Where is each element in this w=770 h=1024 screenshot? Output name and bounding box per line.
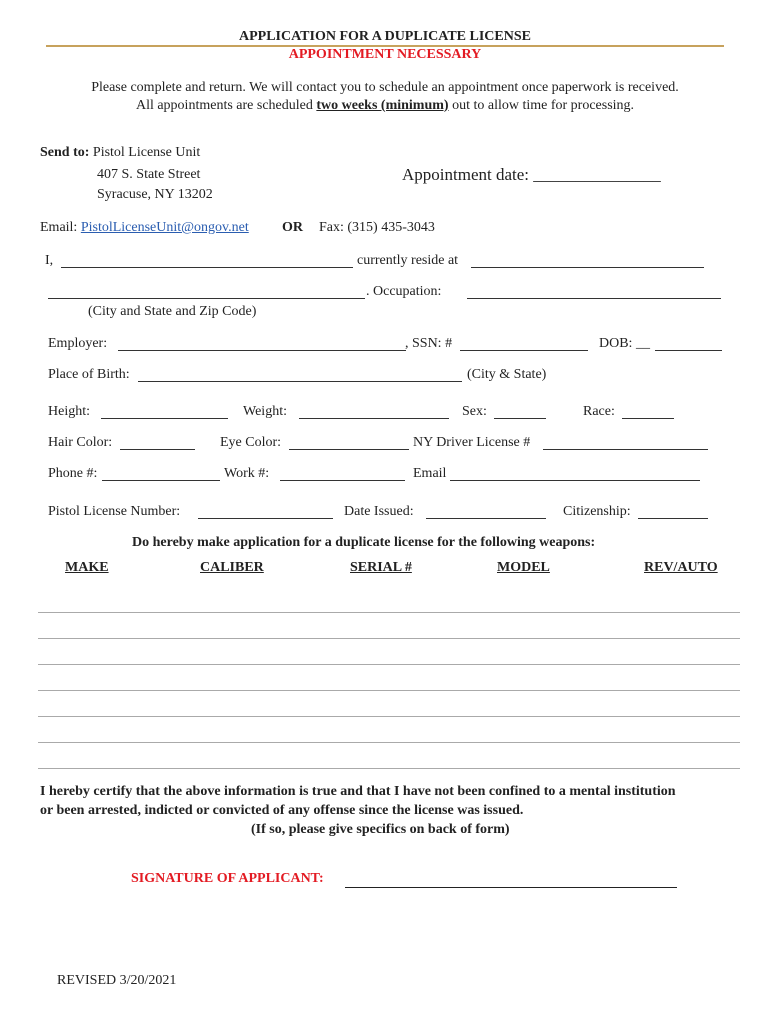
weapon-row-line[interactable] xyxy=(38,612,740,613)
send-to-city: Syracuse, NY 13202 xyxy=(97,187,213,202)
or-label: OR xyxy=(282,220,303,235)
ny-driver-label: NY Driver License # xyxy=(413,435,531,450)
weapon-row-line[interactable] xyxy=(38,742,740,743)
signature-label: SIGNATURE OF APPLICANT: xyxy=(131,871,324,886)
col-serial: SERIAL # xyxy=(350,560,412,575)
send-to-label: Send to: xyxy=(40,145,90,160)
citizenship-label: Citizenship: xyxy=(563,504,631,519)
appointment-date-field[interactable]: Appointment date: _______________ xyxy=(402,165,661,184)
revised-date: REVISED 3/20/2021 xyxy=(57,973,177,988)
name-label: I, xyxy=(45,253,54,268)
weapons-heading: Do hereby make application for a duplicate license for the following weapons: xyxy=(132,535,596,550)
citizenship-field[interactable] xyxy=(638,505,708,519)
address-field[interactable] xyxy=(471,254,704,268)
city-state-caption: (City & State) xyxy=(467,367,547,382)
city-state-zip-field[interactable] xyxy=(48,285,365,299)
height-field[interactable] xyxy=(101,405,228,419)
weapon-row-line[interactable] xyxy=(38,690,740,691)
two-weeks-emphasis: two weeks (minimum) xyxy=(316,98,449,113)
col-caliber: CALIBER xyxy=(200,560,264,575)
pistol-license-field[interactable] xyxy=(198,505,333,519)
intro-line-2: All appointments are scheduled two weeks (minimum) out to allow time for processing. xyxy=(135,98,635,113)
work-field[interactable] xyxy=(280,467,405,481)
signature-field[interactable] xyxy=(345,873,677,888)
occupation-field[interactable] xyxy=(467,285,721,299)
col-make: MAKE xyxy=(65,560,109,575)
certify-line-3: (If so, please give specifics on back of form) xyxy=(251,822,510,837)
col-rev-auto: REV/AUTO xyxy=(644,560,718,575)
work-label: Work #: xyxy=(224,466,270,481)
send-to-street: 407 S. State Street xyxy=(97,167,201,182)
date-issued-label: Date Issued: xyxy=(344,504,414,519)
weapon-row-line[interactable] xyxy=(38,664,740,665)
ny-driver-field[interactable] xyxy=(543,436,708,450)
form-title: APPLICATION FOR A DUPLICATE LICENSE xyxy=(239,29,531,44)
city-state-zip-caption: (City and State and Zip Code) xyxy=(88,304,257,319)
employer-field[interactable] xyxy=(118,337,406,351)
ssn-label: , SSN: # xyxy=(405,336,453,351)
sex-label: Sex: xyxy=(462,404,487,419)
certify-line-1: I hereby certify that the above information is true and that I have not been confined to a mental institution xyxy=(40,784,676,799)
height-label: Height: xyxy=(48,404,90,419)
sex-field[interactable] xyxy=(494,405,546,419)
pistol-license-label: Pistol License Number: xyxy=(48,504,181,519)
certify-line-2: or been arrested, indicted or convicted of any offense since the license was issued. xyxy=(40,803,524,818)
weight-label: Weight: xyxy=(243,404,287,419)
dob-field[interactable] xyxy=(655,337,722,351)
race-field[interactable] xyxy=(622,405,674,419)
phone-field[interactable] xyxy=(102,467,220,481)
date-issued-field[interactable] xyxy=(426,505,546,519)
eye-color-label: Eye Color: xyxy=(220,435,282,450)
employer-label: Employer: xyxy=(48,336,108,351)
weapon-row-line[interactable] xyxy=(38,768,740,769)
phone-label: Phone #: xyxy=(48,466,98,481)
fax-number: Fax: (315) 435-3043 xyxy=(319,220,435,235)
weight-field[interactable] xyxy=(299,405,449,419)
name-field[interactable] xyxy=(61,254,353,268)
weapon-row-line[interactable] xyxy=(38,638,740,639)
race-label: Race: xyxy=(583,404,615,419)
hair-color-field[interactable] xyxy=(120,436,195,450)
weapon-row-line[interactable] xyxy=(38,716,740,717)
contact-line: Email: PistolLicenseUnit@ongov.net xyxy=(40,220,249,235)
occupation-label: . Occupation: xyxy=(366,284,442,299)
email-label: Email xyxy=(413,466,447,481)
place-of-birth-field[interactable] xyxy=(138,368,462,382)
intro-line-1: Please complete and return. We will contact you to schedule an appointment once paperwork is received. xyxy=(91,80,679,95)
appointment-necessary: APPOINTMENT NECESSARY xyxy=(288,47,482,62)
ssn-field[interactable] xyxy=(460,337,588,351)
email-link[interactable]: PistolLicenseUnit@ongov.net xyxy=(80,220,249,235)
send-to-line: Send to: Pistol License Unit xyxy=(40,145,201,160)
place-of-birth-label: Place of Birth: xyxy=(48,367,130,382)
hair-color-label: Hair Color: xyxy=(48,435,113,450)
col-model: MODEL xyxy=(497,560,550,575)
reside-label: currently reside at xyxy=(357,253,459,268)
dob-label: DOB: __ xyxy=(599,336,650,351)
eye-color-field[interactable] xyxy=(289,436,409,450)
email-field[interactable] xyxy=(450,467,700,481)
